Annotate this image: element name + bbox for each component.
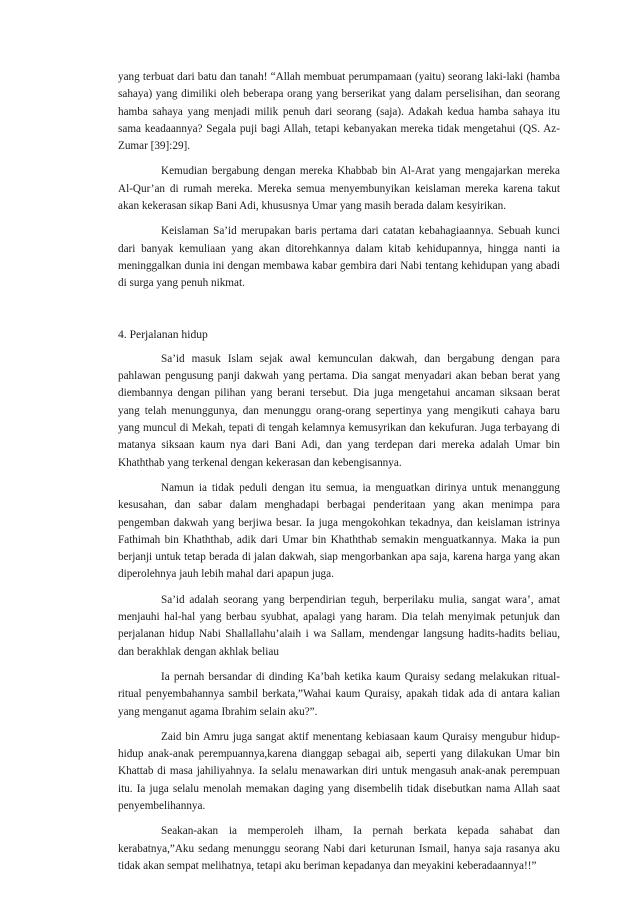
document-page [118,69,560,875]
paragraph-zaid: Zaid bin Amru juga sangat aktif menentang kebiasaan kaum Quraisy mengubur hidup-hidup anak-anak perempuannya,karena dianggap sebagai aib, seperti yang dilakukan Umar bin Khattab di masa jahiliyahnya. Ia selalu menawarkan diri untuk mengasuh anak-anak perempuan itu. Ia juga selalu menolah memakan daging yang disembelih tidak disebutkan nama Allah saat penyembelihannya. [118,730,560,812]
paragraph-ilham: Seakan-akan ia memperoleh ilham, Ia pernah berkata kepada sahabat dan kerabatnya,”Aku sedang menunggu seorang Nabi dari keturunan Ismail, hanya saja rasanya aku tidak akan sempat melihatnya, tetapi aku beriman kepadanya dan meyakini keberadaannya!!” [118,825,560,872]
paragraph-akhlak: Sa’id adalah seorang yang berpendirian teguh, berperilaku mulia, sangat wara’, amat menjauhi hal-hal yang berbau syubhat, apalagi yang haram. Dia telah menyimak petunjuk dan perjalanan hidup Nabi Shallallahu’alaih i wa Sallam, mendengar langsung hadits-hadits beliau, dan berakhlak dengan akhlak beliau [118,593,560,658]
paragraph-keteguhan: Namun ia tidak peduli dengan itu semua, ia menguatkan dirinya untuk menanggung kesusahan, dan sabar dalam menghadapi berbagai penderitaan yang akan menimpa para pengemban dakwah yang berjiwa besar. Ia juga mengokohkan tekadnya, dan keislaman istrinya Fathimah bin Khaththab, adik dari Umar bin Khaththab semakin menguatkannya. Maka ia pun berjanji untuk tetap berada di jalan dakwah, siap mengorbankan apa saja, karena harga yang akan diperolehnya jauh lebih mahal dari apapun juga. [118,481,560,581]
paragraph-continuation: yang terbuat dari batu dan tanah! “Allah membuat perumpamaan (yaitu) seorang laki-laki (hamba sahaya) yang dimiliki oleh beberapa orang yang berserikat yang dalam perselisihan, dan seorang hamba sahaya yang menjadi milik penuh dari seorang (saja). Adakah kedua hamba sahaya itu sama keadaannya? Segala puji bagi Allah, tetapi kebanyakan mereka tidak mengetahui (QS. Az-Zumar [39]:29]. [118,71,560,153]
section-heading: 4. Perjalanan hidup [118,327,208,341]
paragraph-awal-dakwah: Sa’id masuk Islam sejak awal kemunculan dakwah, dan bergabung dengan para pahlawan pengusung panji dakwah yang pertama. Dia sangat menyadari akan beban berat yang diembannya dengan pilihan yang berani tersebut. Dia juga mengetahui ancaman siksaan berat yang telah menunggunya, dan menunggu orang-orang sepertinya yang mengikuti cahaya baru yang muncul di Mekah, tepati di tengah kelamnya kemusyrikan dan kekufuran. Juga terbayang di matanya siksaan kaum nya dari Bani Adi, dan yang terdepan dari mereka adalah Umar bin Khaththab yang terkenal dengan kekerasan dan kebengisannya. [118,352,560,469]
paragraph-keislaman: Keislaman Sa’id merupakan baris pertama dari catatan kebahagiaannya. Sebuah kunci dari banyak kemuliaan yang akan ditorehkannya dalam kitab kehidupannya, hingga nanti ia meninggalkan dunia ini dengan membawa kabar gembira dari Nabi tentang kehidupan yang abadi di surga yang penuh nikmat. [118,225,560,290]
paragraph-kabah: Ia pernah bersandar di dinding Ka’bah ketika kaum Quraisy sedang melakukan ritual-ritual penyembahannya sambil berkata,”Wahai kaum Quraisy, apakah tidak ada di antara kalian yang menganut agama Ibrahim selain aku?”. [118,670,560,718]
paragraph-khabbab: Kemudian bergabung dengan mereka Khabbab bin Al-Arat yang mengajarkan mereka Al-Qur’an di rumah mereka. Mereka semua menyembunyikan keislaman mereka karena takut akan kekerasan sikap Bani Adi, khususnya Umar yang masih berada dalam kesyirikan. [118,165,560,213]
